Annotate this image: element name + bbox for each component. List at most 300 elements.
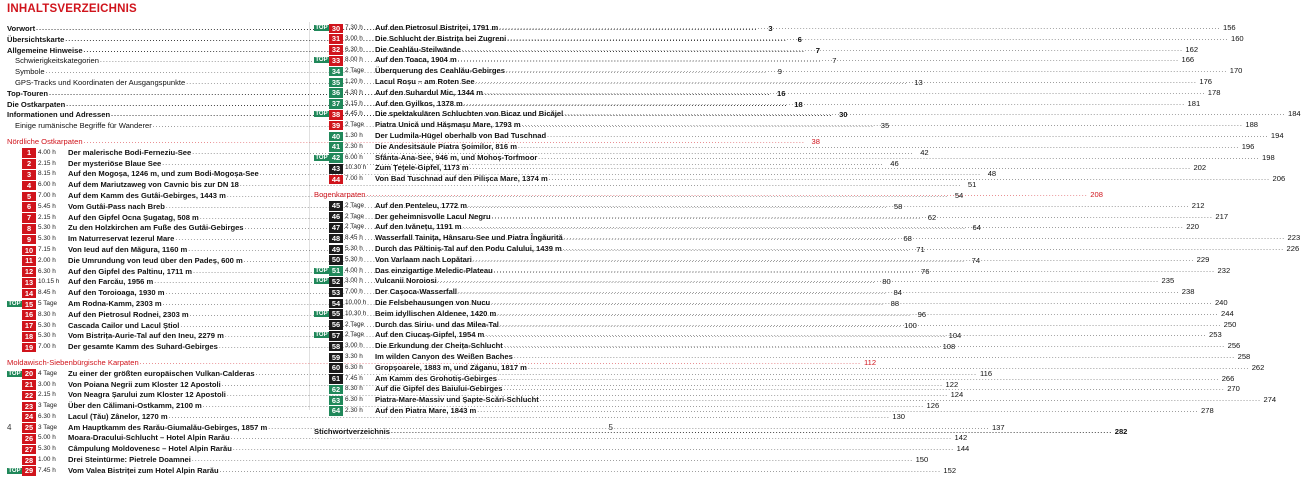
leader-dots — [500, 320, 1221, 331]
tour-page: 48 — [987, 169, 997, 179]
top-label: TOP — [315, 25, 328, 31]
tour-duration: 3.15 h — [345, 99, 363, 107]
tour-number: 61 — [329, 374, 343, 384]
tour-page: 212 — [1191, 200, 1205, 210]
tour-title: Cascada Cailor und Lacul Știol — [68, 320, 180, 330]
section-title: Moldawisch-Siebenbürgische Karpaten — [7, 357, 139, 367]
tour-page: 144 — [956, 444, 970, 454]
tour-duration: 6.00 h — [345, 153, 363, 161]
tour-page: 178 — [1207, 87, 1221, 97]
tour-duration: 6.30 h — [345, 396, 363, 404]
tour-duration: 4.45 h — [345, 110, 363, 118]
tour-duration: 4 Tage — [38, 369, 58, 377]
tour-page: 256 — [1227, 341, 1241, 351]
leader-dots — [462, 45, 1183, 56]
tour-number: 52 — [329, 277, 343, 287]
toc-entry-title: Allgemeine Hinweise — [7, 45, 83, 55]
tour-page: 62 — [927, 212, 937, 222]
page-number-right: 5 — [608, 423, 613, 432]
tour-number: 28 — [22, 456, 36, 466]
tour-page: 42 — [920, 147, 929, 157]
tour-duration: 8.30 h — [38, 310, 56, 318]
tour-page: 54 — [954, 190, 964, 200]
tour-duration: 2 Tage — [345, 67, 365, 75]
tour-duration: 6.30 h — [345, 45, 363, 53]
leader-dots — [470, 163, 1191, 174]
tour-number: 47 — [329, 223, 343, 233]
tour-duration: 6.00 h — [38, 181, 56, 189]
tour-duration: 7.00 h — [345, 175, 363, 183]
section-title: Bogenkarpaten — [314, 189, 366, 199]
leader-dots — [438, 276, 1159, 287]
leader-dots — [485, 330, 1206, 341]
tour-title: Sfânta-Ana-See, 946 m, und Mohoș-Torfmoor — [375, 152, 538, 162]
tour-title: Von Varlaam nach Lopătari — [375, 254, 472, 264]
tour-duration: 5.30 h — [38, 332, 56, 340]
top-label: TOP — [315, 310, 328, 317]
tour-page: 194 — [1270, 130, 1284, 140]
tour-title: Piatra Unică und Hășmașu Mare, 1793 m — [375, 120, 521, 130]
tour-title: Câmpulung Moldovenesc – Hotel Alpin Rarău — [68, 444, 232, 454]
tour-title: Am Kamm des Grohotiș-Gebirges — [375, 373, 497, 383]
top-label: TOP — [315, 332, 328, 339]
tour-number: 50 — [329, 255, 343, 265]
tour-duration: 7.00 h — [38, 191, 56, 199]
tour-page: 71 — [916, 244, 925, 254]
tour-title: Am Rodna-Kamm, 2303 m — [68, 298, 162, 308]
tour-entry[interactable] — [314, 98, 1201, 110]
tour-duration: 2 Tage — [345, 121, 365, 129]
tour-page: 274 — [1263, 395, 1277, 405]
leader-dots — [494, 266, 1215, 277]
tour-number: 58 — [329, 342, 343, 352]
tour-entry[interactable] — [314, 152, 1275, 164]
toc-entry-page: 18 — [794, 99, 803, 109]
leader-dots — [540, 395, 1261, 406]
tour-duration: 2.15 h — [38, 391, 56, 399]
tour-page: 198 — [1262, 152, 1275, 162]
top-label: TOP — [315, 57, 328, 64]
tour-title: Das einzigartige Meledic-Plateau — [375, 265, 493, 275]
tour-number: 38 — [329, 110, 343, 120]
toc-entry-title: Die Ostkarpaten — [7, 99, 66, 109]
tour-duration: 3 Tage — [38, 402, 58, 410]
toc-entry-title: Schwierigkeitskategorien — [15, 56, 99, 66]
tour-page: 142 — [954, 433, 968, 443]
tour-title: Wasserfall Tainița, Hânsaru-See und Piatra Îngăurită — [375, 233, 563, 243]
tour-number: 12 — [22, 267, 36, 277]
tour-number: 31 — [329, 34, 343, 44]
tour-title: Vulcanii Noroiosi — [375, 276, 437, 286]
toc-entry-title: Vorwort — [7, 24, 36, 33]
leader-dots — [220, 466, 941, 477]
tour-title: Auf den Ciucaș-Gipfel, 1954 m — [375, 330, 485, 340]
tour-duration: 5.45 h — [38, 202, 56, 210]
tour-title: Die Umrundung von Ieud über den Padeș, 600 m — [68, 255, 243, 265]
tour-page: 240 — [1214, 297, 1228, 307]
tour-title: Auf den Pietrosul Bistriței, 1791 m — [375, 23, 499, 32]
tour-title: Von Neagra Șarului zum Kloster 12 Apostoli — [68, 390, 226, 400]
tour-title: Der Ludmila-Hügel oberhalb von Bad Tuschnad — [375, 130, 547, 140]
tour-number: 5 — [22, 192, 36, 202]
tour-page: 96 — [917, 309, 927, 319]
tour-number: 8 — [22, 224, 36, 234]
toc-entry-page: 6 — [797, 34, 802, 44]
leader-dots — [491, 298, 1212, 309]
index-page: 282 — [1114, 426, 1128, 436]
tour-number: 49 — [329, 245, 343, 255]
tour-page: 262 — [1251, 362, 1265, 372]
tour-duration: 10.30 h — [345, 309, 367, 317]
tour-number: 33 — [329, 56, 343, 66]
leader-dots — [498, 374, 1219, 385]
tour-title: Drei Steintürme: Pietrele Doamnei — [68, 455, 191, 465]
tour-number: 18 — [22, 332, 36, 342]
section-page: 38 — [811, 136, 820, 146]
tour-number: 34 — [329, 67, 343, 77]
tour-page: 108 — [942, 342, 956, 352]
tour-title: Zum Țețele-Gipfel, 1173 m — [375, 163, 469, 173]
tour-title: Die Felsbehausungen von Nucu — [375, 297, 491, 307]
tour-duration: 1.20 h — [345, 77, 363, 85]
tour-title: Der malerische Bodi-Ferneziu-See — [68, 147, 192, 157]
tour-duration: 2 Tage — [345, 320, 365, 328]
tour-page: 196 — [1241, 141, 1255, 151]
top-badge — [314, 309, 329, 320]
tour-title: Die Andesitsäule Piatra Șoimilor, 816 m — [375, 141, 517, 151]
tour-number: 22 — [22, 391, 36, 401]
tour-number: 24 — [22, 412, 36, 422]
tour-page: 206 — [1272, 174, 1286, 184]
tour-number: 40 — [329, 132, 343, 142]
tour-number: 19 — [22, 343, 36, 353]
tour-number: 63 — [329, 396, 343, 406]
tour-page: 104 — [948, 331, 962, 341]
tour-duration: 2.30 h — [345, 406, 363, 414]
tour-number: 14 — [22, 289, 36, 299]
tour-number: 54 — [329, 299, 343, 309]
page-number-left: 4 — [7, 423, 12, 432]
tour-number: 39 — [329, 121, 343, 131]
tour-page: 64 — [972, 223, 981, 233]
tour-title: Der geheimnisvolle Lacul Negru — [375, 211, 491, 221]
tour-duration: 5.00 h — [38, 434, 56, 442]
leader-dots — [522, 120, 1243, 131]
tour-duration: 10.00 h — [345, 298, 367, 306]
tour-number: 51 — [329, 266, 343, 276]
tour-number: 13 — [22, 278, 36, 288]
tour-title: Überquerung des Ceahlău-Gebirges — [375, 66, 505, 76]
tour-duration: 4.30 h — [345, 88, 363, 96]
tour-page: 124 — [950, 390, 964, 400]
tour-page: 220 — [1186, 222, 1199, 232]
tour-number: 15 — [22, 300, 36, 310]
tour-title: Auf den Ivănețu, 1191 m — [375, 222, 462, 232]
tour-number: 37 — [329, 99, 343, 109]
leader-dots — [563, 244, 1284, 255]
tour-page: 270 — [1227, 384, 1240, 394]
leader-dots — [564, 233, 1285, 244]
index-title: Stichwortverzeichnis — [314, 426, 390, 436]
top-label: TOP — [315, 111, 328, 118]
leader-dots — [547, 131, 1268, 142]
tour-page: 68 — [903, 234, 912, 244]
top-badge — [314, 109, 329, 120]
leader-dots — [528, 363, 1249, 374]
tour-number: 60 — [329, 363, 343, 373]
tour-page: 226 — [1286, 243, 1300, 253]
tour-title: Auf den Penteleu, 1772 m — [375, 200, 467, 210]
tour-duration: 5.30 h — [38, 235, 56, 243]
leader-dots — [504, 341, 1225, 352]
tour-number: 41 — [329, 142, 343, 152]
tour-duration: 6.30 h — [345, 363, 363, 371]
tour-page: 150 — [915, 455, 929, 465]
top-badge — [7, 369, 22, 380]
tour-title: Durch das Păltiniș-Tal auf den Podu Calului, 1439 m — [375, 243, 562, 253]
tour-number: 45 — [329, 201, 343, 211]
tour-duration: 1.00 h — [38, 456, 56, 464]
tour-page: 162 — [1185, 44, 1199, 54]
leader-dots — [507, 34, 1228, 45]
tour-title: Die Ceahlău-Steilwände — [375, 44, 461, 54]
tour-title: Die Erkundung der Cheița-Schlucht — [375, 341, 503, 351]
tour-page: 51 — [967, 180, 977, 190]
tour-duration: 5.30 h — [345, 255, 363, 263]
tour-title: Die Schlucht der Bistrița bei Zugreni — [375, 33, 507, 43]
tour-duration: 2.00 h — [38, 256, 56, 264]
tour-duration: 2 Tage — [345, 201, 365, 209]
tour-page: 166 — [1181, 55, 1195, 65]
tour-entry[interactable] — [314, 211, 1229, 223]
tour-title: Vom Bistrița-Aurie-Tal auf den Ineu, 2279 m — [68, 331, 224, 341]
tour-duration: 3.30 h — [345, 352, 363, 360]
tour-page: 244 — [1221, 308, 1234, 318]
tour-duration: 3.00 h — [345, 277, 363, 285]
tour-number: 1 — [22, 148, 36, 158]
tour-duration: 3.00 h — [345, 342, 363, 350]
tour-page: 126 — [926, 401, 940, 411]
tour-title: Piatra-Mare-Massiv und Șapte-Scări-Schlucht — [375, 395, 539, 405]
tour-number: 11 — [22, 256, 36, 266]
tour-page: 266 — [1221, 373, 1235, 383]
tour-page: 250 — [1223, 319, 1237, 329]
tour-page: 223 — [1287, 233, 1301, 243]
tour-number: 2 — [22, 159, 36, 169]
tour-title: Zu einer der größten europäischen Vulkan-Calderas — [68, 368, 255, 378]
top-badge — [314, 276, 329, 287]
tour-number: 64 — [329, 406, 343, 416]
tour-number: 42 — [329, 153, 343, 163]
tour-page: 176 — [1199, 76, 1213, 86]
tour-duration: 2.30 h — [345, 142, 363, 150]
top-badge — [314, 23, 329, 34]
tour-duration: 7.45 h — [38, 466, 56, 474]
tour-title: Auf den Toaca, 1904 m — [375, 55, 457, 65]
tour-number: 25 — [22, 423, 36, 433]
tour-duration: 7.30 h — [345, 24, 363, 31]
tour-title: Vom Valea Bistriței zum Hotel Alpin Rarău — [68, 465, 219, 475]
tour-duration: 6.30 h — [38, 267, 56, 275]
leader-dots — [549, 174, 1270, 185]
tour-number: 55 — [329, 309, 343, 319]
toc-entry-title: Informationen und Adressen — [7, 110, 111, 120]
tour-duration: 2.15 h — [38, 159, 56, 167]
tour-duration: 7.00 h — [38, 343, 56, 351]
tour-page: 88 — [890, 298, 900, 308]
tour-duration: 3.00 h — [345, 34, 363, 42]
tour-duration: 2.15 h — [38, 213, 56, 221]
tour-title: Von Bad Tuschnad auf den Pilișca Mare, 1374 m — [375, 174, 548, 184]
leader-dots — [499, 23, 1220, 34]
tour-title: Von Poiana Negrii zum Kloster 12 Apostoli — [68, 379, 221, 389]
tour-page: 76 — [921, 266, 930, 276]
tour-number: 6 — [22, 202, 36, 212]
top-badge — [314, 55, 329, 66]
leader-dots — [518, 142, 1239, 153]
tour-duration: 8.00 h — [345, 56, 363, 64]
tour-page: 137 — [991, 422, 1005, 432]
leader-dots — [192, 455, 913, 466]
tour-entry[interactable] — [314, 33, 1244, 45]
tour-page: 253 — [1209, 330, 1222, 340]
tour-number: 4 — [22, 181, 36, 191]
tour-number: 26 — [22, 434, 36, 444]
leader-dots — [538, 153, 1259, 164]
tour-title: Auf die Gipfel des Baiului-Gebirges — [375, 384, 503, 394]
tour-duration: 8.45 h — [38, 289, 56, 297]
tour-title: Lacul Roșu – am Roten See — [375, 76, 475, 86]
tour-entry[interactable] — [7, 180, 977, 191]
tour-page: 100 — [904, 320, 917, 330]
toc-entry-title: Top-Touren — [7, 88, 49, 98]
tour-title: Auf den Piatra Mare, 1843 m — [375, 405, 477, 415]
tour-duration: 10.30 h — [345, 164, 367, 172]
tour-number: 56 — [329, 320, 343, 330]
tour-title: Auf den Toroioaga, 1930 m — [68, 288, 165, 298]
leader-dots — [476, 77, 1197, 88]
tour-entry[interactable] — [7, 444, 970, 455]
tour-page: 116 — [979, 368, 993, 378]
tour-page: 80 — [882, 277, 891, 287]
tour-entry[interactable] — [314, 55, 1195, 66]
tour-page: 238 — [1181, 287, 1195, 297]
tour-page: 181 — [1187, 98, 1201, 108]
tour-entry[interactable] — [7, 465, 957, 477]
tour-page: 74 — [971, 255, 981, 265]
tour-duration: 8.15 h — [38, 170, 56, 178]
top-badge — [314, 266, 329, 277]
toc-entry-page: 3 — [768, 24, 773, 33]
tour-title: Von Ieud auf den Măgura, 1160 m — [68, 244, 188, 254]
toc-entry-page: 9 — [777, 67, 782, 77]
toc-entry-page: 16 — [777, 88, 786, 98]
toc-entry-title: Übersichtskarte — [7, 34, 65, 44]
tour-entry[interactable] — [7, 455, 929, 466]
tour-duration: 5 Tage — [38, 299, 58, 307]
tour-number: 48 — [329, 234, 343, 244]
leader-dots — [503, 384, 1224, 395]
tour-page: 258 — [1237, 351, 1251, 361]
tour-number: 29 — [22, 466, 36, 476]
leader-dots — [464, 99, 1185, 110]
tour-page: 130 — [892, 411, 906, 421]
leader-dots — [497, 309, 1218, 320]
tour-duration: 6.30 h — [38, 412, 56, 420]
section-title: Nördliche Ostkarpaten — [7, 136, 83, 146]
tour-title: Im Naturreservat Iezerul Mare — [68, 234, 175, 244]
tour-title: Auf den Mogoșa, 1246 m, und zum Bodi-Mogoșa-See — [68, 169, 259, 179]
tour-number: 27 — [22, 445, 36, 455]
leader-dots — [458, 287, 1179, 298]
toc-entry-page: 13 — [914, 77, 923, 87]
top-badge — [314, 330, 329, 341]
tour-number: 32 — [329, 45, 343, 55]
tour-title: Durch das Siriu- und das Milea-Tal — [375, 319, 499, 329]
tour-title: Auf dem Mariutzaweg von Cavnic bis zur DN 18 — [68, 180, 239, 190]
tour-page: 156 — [1222, 23, 1236, 32]
tour-title: Auf den Pietrosul Rodnei, 2303 m — [68, 309, 189, 319]
tour-entry[interactable] — [314, 66, 1243, 77]
tour-number: 3 — [22, 170, 36, 180]
section-page: 208 — [1090, 189, 1103, 199]
tour-title: Der mysteriöse Blaue See — [68, 158, 162, 168]
tour-duration: 2 Tage — [345, 212, 365, 220]
tour-entry[interactable] — [314, 44, 1199, 56]
tour-number: 30 — [329, 24, 343, 34]
toc-entry-title: Einige rumänische Begriffe für Wanderer — [15, 121, 152, 131]
tour-title: Die spektakulären Schluchten von Bicaz und Bicăjel — [375, 109, 564, 119]
top-label: TOP — [8, 467, 21, 474]
tour-number: 43 — [329, 164, 343, 174]
tour-number: 7 — [22, 213, 36, 223]
toc-entry-title: GPS-Tracks und Koordinaten der Ausgangspunkte — [15, 77, 186, 87]
tour-duration: 8.30 h — [345, 385, 363, 393]
toc-entry-page: 7 — [832, 56, 837, 66]
tour-number: 46 — [329, 212, 343, 222]
tour-page: 202 — [1193, 163, 1207, 173]
tour-duration: 5.30 h — [38, 321, 56, 329]
tour-number: 16 — [22, 310, 36, 320]
leader-dots — [506, 66, 1227, 77]
tour-page: 188 — [1245, 120, 1259, 130]
tour-duration: 2 Tage — [345, 331, 365, 339]
page-title: INHALTSVERZEICHNIS — [7, 3, 137, 15]
tour-entry[interactable] — [314, 23, 1236, 34]
tour-number: 62 — [329, 385, 343, 395]
top-badge — [7, 299, 22, 310]
tour-duration: 7.00 h — [345, 288, 363, 296]
top-label: TOP — [315, 154, 328, 161]
tour-duration: 2 Tage — [345, 223, 365, 231]
tour-number: 20 — [22, 369, 36, 379]
tour-duration: 5.30 h — [38, 445, 56, 453]
leader-dots — [514, 352, 1235, 363]
tour-page: 232 — [1217, 265, 1231, 275]
toc-entry-page: 30 — [839, 110, 848, 120]
tour-title: Über den Călimani-Ostkamm, 2100 m — [68, 401, 202, 411]
tour-title: Zu den Holzkirchen am Fuße des Gutâi-Gebirges — [68, 223, 244, 233]
tour-number: 44 — [329, 175, 343, 185]
tour-page: 152 — [943, 465, 957, 475]
tour-entry[interactable] — [7, 433, 968, 444]
tour-duration: 7.15 h — [38, 245, 56, 253]
tour-page: 235 — [1161, 276, 1175, 286]
top-badge — [7, 466, 22, 477]
top-label: TOP — [8, 300, 21, 307]
tour-page: 122 — [945, 379, 959, 389]
tour-title: Auf den Gyilkos, 1378 m — [375, 98, 463, 108]
